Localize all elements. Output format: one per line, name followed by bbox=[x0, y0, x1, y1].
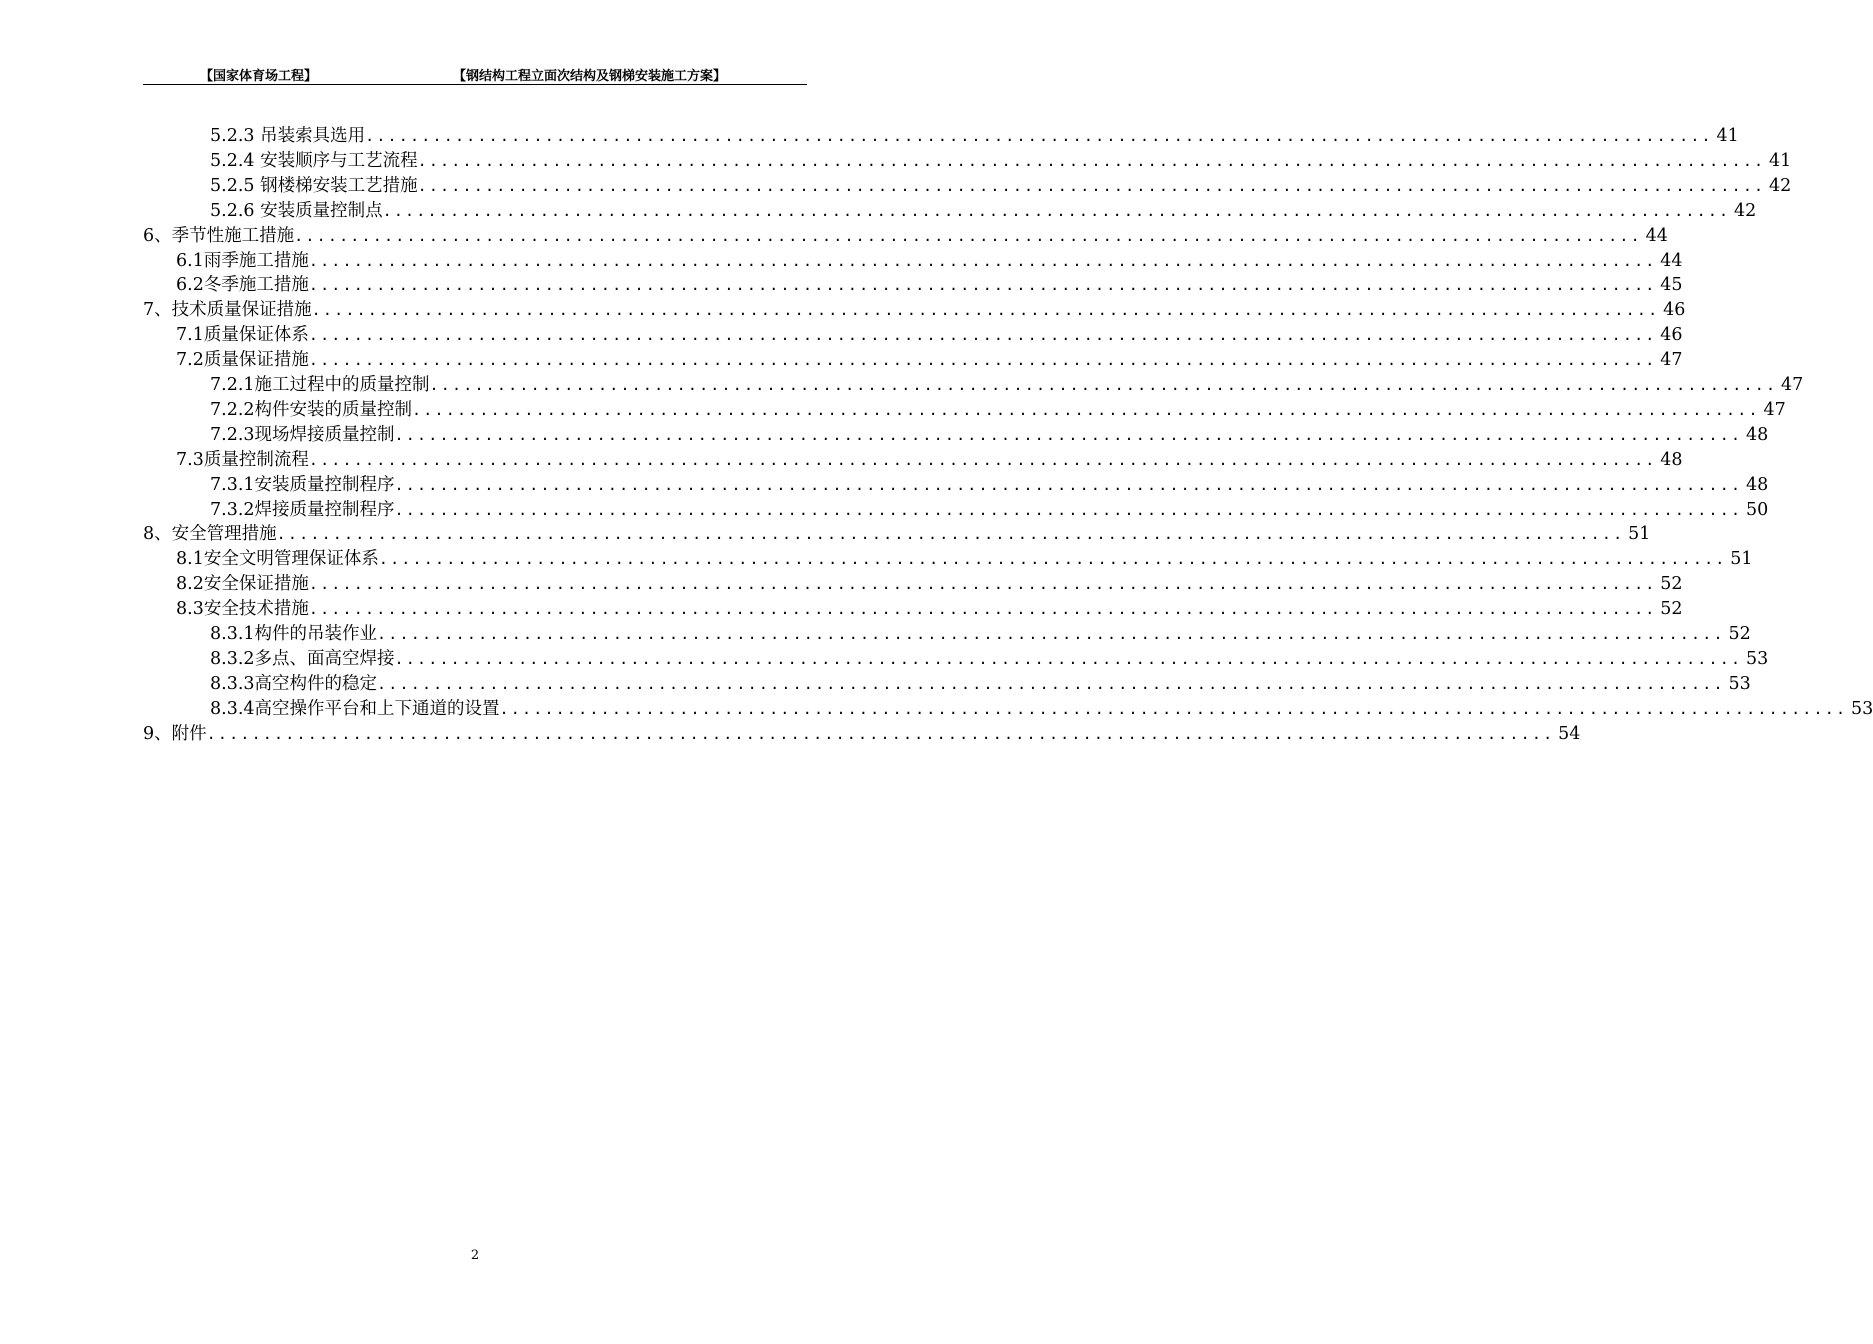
toc-entry-page: 44 bbox=[1660, 250, 1683, 271]
toc-entry[interactable] bbox=[176, 547, 1753, 572]
toc-entry-page: 41 bbox=[1716, 126, 1739, 146]
toc-entry-label: 8.3.4高空操作平台和上下通道的设置 bbox=[210, 698, 500, 719]
toc-entry-label: 7.2.1施工过程中的质量控制 bbox=[210, 375, 430, 395]
toc-leader-dots: ........................................................................................................................ bbox=[429, 376, 1778, 394]
toc-entry-label: 8.2安全保证措施 bbox=[176, 574, 309, 595]
toc-entry-label: 5.2.5 钢楼梯安装工艺措施 bbox=[210, 175, 418, 196]
toc-leader-dots: ........................................................................................................................ bbox=[308, 450, 1657, 469]
toc-entry-page: 44 bbox=[1645, 225, 1668, 246]
toc-entry-label: 7、技术质量保证措施 bbox=[143, 300, 312, 321]
toc-entry-page: 47 bbox=[1660, 350, 1683, 371]
toc-entry[interactable] bbox=[210, 423, 1769, 448]
toc-entry[interactable] bbox=[143, 298, 1686, 323]
toc-leader-dots: ........................................................................................................................ bbox=[206, 724, 1555, 743]
toc-entry-page: 46 bbox=[1663, 300, 1686, 321]
toc-entry-page: 48 bbox=[1745, 474, 1769, 495]
toc-entry-page: 41 bbox=[1769, 150, 1792, 171]
toc-entry-label: 8、安全管理措施 bbox=[143, 524, 277, 545]
toc-entry-label: 7.3.1安装质量控制程序 bbox=[210, 474, 395, 495]
toc-entry[interactable] bbox=[210, 149, 1792, 174]
toc-entry-page: 51 bbox=[1628, 524, 1651, 545]
toc-entry[interactable] bbox=[176, 448, 1683, 473]
toc-leader-dots: ........................................................................................................................ bbox=[378, 550, 1727, 569]
toc-entry-label: 8.3.1构件的吊装作业 bbox=[210, 624, 378, 644]
toc-leader-dots: ........................................................................................................................ bbox=[308, 600, 1657, 619]
toc-entry-page: 52 bbox=[1728, 624, 1751, 644]
toc-leader-dots: ........................................................................................................................ bbox=[417, 151, 1766, 170]
toc-leader-dots: ........................................................................................................................ bbox=[394, 475, 1743, 494]
header-project-name: 【国家体育场工程】 bbox=[200, 69, 318, 84]
toc-entry[interactable] bbox=[210, 697, 1873, 722]
toc-leader-dots: ........................................................................................................................ bbox=[308, 575, 1657, 594]
toc-leader-dots: ........................................................................................................................ bbox=[294, 226, 1642, 245]
toc-entry-label: 5.2.4 安装顺序与工艺流程 bbox=[210, 150, 418, 171]
toc-leader-dots: ........................................................................................................................ bbox=[394, 500, 1743, 519]
toc-entry-page: 54 bbox=[1558, 723, 1581, 744]
toc-leader-dots: ........................................................................................................................ bbox=[308, 251, 1657, 270]
toc-entry[interactable] bbox=[176, 348, 1683, 373]
toc-entry-label: 8.1安全文明管理保证体系 bbox=[176, 549, 379, 570]
toc-entry[interactable] bbox=[176, 572, 1683, 597]
toc-entry-page: 45 bbox=[1660, 275, 1683, 296]
toc-entry-label: 5.2.3 吊装索具选用 bbox=[210, 126, 366, 146]
toc-entry[interactable] bbox=[210, 473, 1769, 498]
toc-entry[interactable] bbox=[210, 199, 1757, 224]
toc-entry[interactable] bbox=[176, 273, 1683, 298]
toc-entry-label: 7.1质量保证体系 bbox=[176, 325, 309, 346]
toc-entry-page: 48 bbox=[1745, 424, 1769, 445]
toc-entry-label: 8.3安全技术措施 bbox=[176, 599, 309, 620]
toc-entry-page: 48 bbox=[1660, 449, 1683, 470]
toc-leader-dots: ........................................................................................................................ bbox=[394, 425, 1743, 444]
toc-entry[interactable] bbox=[176, 597, 1683, 622]
toc-entry[interactable] bbox=[210, 174, 1792, 199]
toc-entry-page: 53 bbox=[1728, 673, 1751, 694]
page-header bbox=[143, 62, 807, 85]
toc-leader-dots: ........................................................................................................................ bbox=[377, 625, 1725, 643]
toc-leader-dots: ........................................................................................................................ bbox=[276, 525, 1625, 544]
toc-entry-label: 7.3.2焊接质量控制程序 bbox=[210, 499, 395, 520]
toc-entry-label: 8.3.2多点、面高空焊接 bbox=[210, 648, 395, 669]
toc-entry[interactable] bbox=[210, 622, 1751, 647]
toc-entry-page: 42 bbox=[1769, 175, 1792, 196]
toc-entry[interactable] bbox=[143, 224, 1668, 249]
toc-entry-page: 51 bbox=[1730, 549, 1753, 570]
toc-entry[interactable] bbox=[210, 647, 1769, 672]
toc-entry-label: 7.2.2构件安装的质量控制 bbox=[210, 399, 413, 420]
toc-entry-label: 5.2.6 安装质量控制点 bbox=[210, 200, 383, 221]
header-document-title: 【钢结构工程立面次结构及钢梯安装施工方案】 bbox=[453, 69, 727, 84]
toc-entry-label: 6、季节性施工措施 bbox=[143, 225, 295, 246]
toc-entry-page: 46 bbox=[1660, 325, 1683, 346]
toc-leader-dots: ........................................................................................................................ bbox=[308, 351, 1657, 370]
toc-entry-label: 9、附件 bbox=[143, 723, 207, 744]
toc-entry[interactable] bbox=[210, 124, 1739, 149]
toc-entry-page: 47 bbox=[1780, 375, 1804, 395]
page-number: 2 bbox=[470, 1248, 480, 1263]
toc-leader-dots: ........................................................................................................................ bbox=[412, 400, 1760, 419]
toc-entry[interactable] bbox=[176, 249, 1683, 274]
toc-leader-dots: ........................................................................................................................ bbox=[394, 649, 1743, 668]
toc-leader-dots: ........................................................................................................................ bbox=[417, 176, 1766, 195]
toc-entry-label: 6.2冬季施工措施 bbox=[176, 275, 309, 296]
toc-entry[interactable] bbox=[143, 722, 1581, 747]
toc-entry-page: 52 bbox=[1660, 574, 1683, 595]
toc-entry-label: 7.2.3现场焊接质量控制 bbox=[210, 424, 395, 445]
toc-entry-page: 42 bbox=[1734, 200, 1757, 221]
toc-entry[interactable] bbox=[210, 498, 1769, 523]
toc-entry[interactable] bbox=[210, 672, 1751, 697]
toc-leader-dots: ........................................................................................................................ bbox=[308, 326, 1657, 345]
toc-entry-page: 50 bbox=[1745, 499, 1769, 520]
toc-leader-dots: ........................................................................................................................ bbox=[377, 674, 1725, 693]
toc-entry-page: 52 bbox=[1660, 599, 1683, 620]
toc-entry-page: 53 bbox=[1745, 648, 1769, 669]
toc-entry-label: 6.1雨季施工措施 bbox=[176, 250, 309, 271]
toc-leader-dots: ........................................................................................................................ bbox=[382, 201, 1731, 220]
toc-leader-dots: ........................................................................................................................ bbox=[365, 127, 1713, 145]
toc-entry-label: 7.2质量保证措施 bbox=[176, 350, 309, 371]
toc-leader-dots: ........................................................................................................................ bbox=[308, 276, 1657, 295]
toc-entry[interactable] bbox=[143, 522, 1651, 547]
toc-entry-label: 7.3质量控制流程 bbox=[176, 449, 309, 470]
toc-leader-dots: ........................................................................................................................ bbox=[499, 699, 1848, 718]
toc-entry-label: 8.3.3高空构件的稳定 bbox=[210, 673, 378, 694]
toc-entry[interactable] bbox=[176, 323, 1683, 348]
toc-entry-page: 53 bbox=[1850, 698, 1873, 719]
toc-entry[interactable] bbox=[210, 373, 1804, 398]
toc-entry-page: 47 bbox=[1763, 399, 1786, 420]
toc-leader-dots: ........................................................................................................................ bbox=[311, 301, 1660, 320]
toc-entry[interactable] bbox=[210, 398, 1786, 423]
